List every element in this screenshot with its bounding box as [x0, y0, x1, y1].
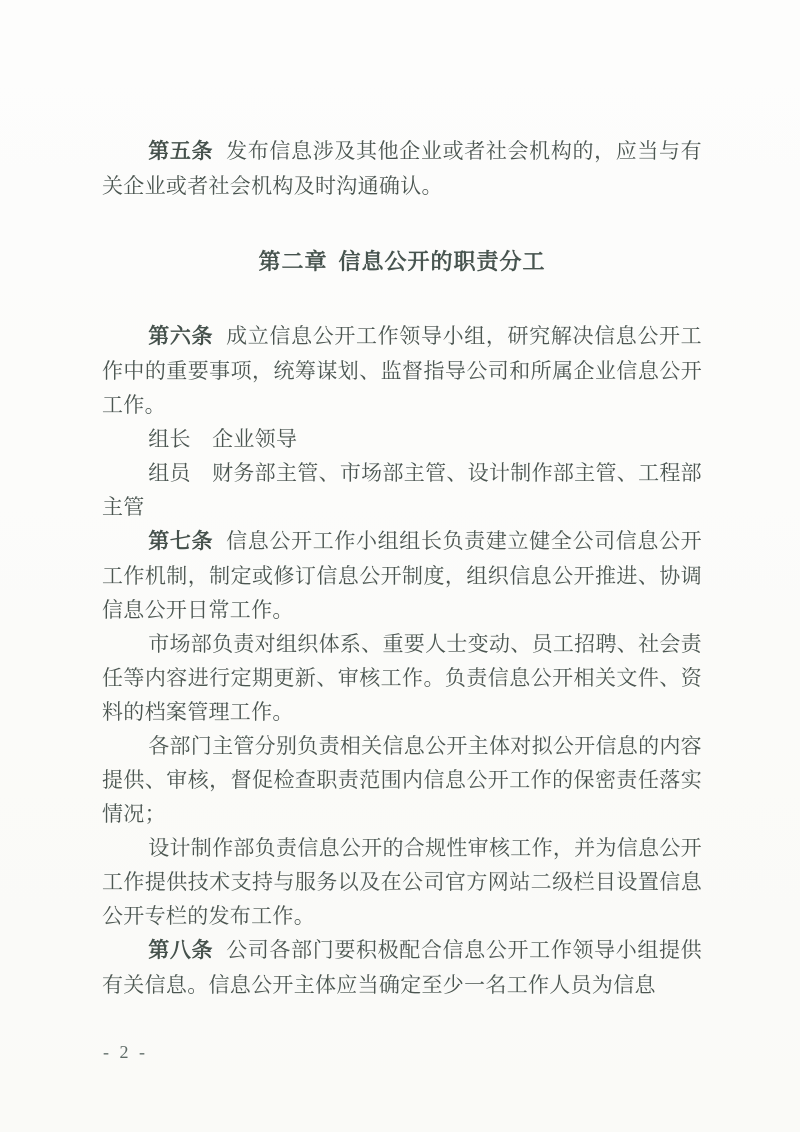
- paragraph: [102, 319, 702, 422]
- article-label: 第六条: [148, 325, 214, 348]
- article-label: 第七条: [148, 530, 214, 553]
- paragraph-text: 市场部负责对组织体系、重要人士变动、员工招聘、社会责任等内容进行定期更新、审核工作。负责信息公开相关文件、资料的档案管理工作。: [102, 632, 702, 724]
- paragraph-text: 组长 企业领导: [148, 427, 298, 451]
- page-number: - 2 -: [103, 1042, 148, 1062]
- paragraph-text: 公司各部门要积极配合信息公开工作领导小组提供有关信息。信息公开主体应当确定至少一名工作人员为信息: [102, 938, 702, 997]
- paragraph: [102, 831, 702, 933]
- paragraph-text: 设计制作部负责信息公开的合规性审核工作，并为信息公开工作提供技术支持与服务以及在公司官方网站二级栏目设置信息公开专栏的发布工作。: [102, 836, 702, 928]
- paragraph-text: 信息公开工作小组组长负责建立健全公司信息公开工作机制，制定或修订信息公开制度，组织信息公开推进、协调信息公开日常工作。: [102, 529, 702, 622]
- chapter-label: 第二章: [258, 249, 328, 274]
- document-body: [102, 134, 702, 1002]
- paragraph-text: 成立信息公开工作领导小组，研究解决信息公开工作中的重要事项，统筹谋划、监督指导公司和所属企业信息公开工作。: [102, 324, 702, 417]
- paragraph: [102, 627, 702, 729]
- article-label: 第五条: [148, 140, 214, 163]
- paragraph: [102, 729, 702, 831]
- article-label: 第八条: [148, 939, 214, 962]
- paragraph-text: 组员 财务部主管、市场部主管、设计制作部主管、工程部主管: [102, 461, 702, 519]
- paragraph-text: 信息公开的职责分工: [338, 249, 546, 274]
- paragraph-text: 发布信息涉及其他企业或者社会机构的，应当与有关企业或者社会机构及时沟通确认。: [102, 139, 702, 198]
- paragraph: [102, 456, 702, 524]
- chapter-heading: [102, 245, 702, 279]
- paragraph: [102, 134, 702, 203]
- paragraph: [102, 933, 702, 1002]
- paragraph: [102, 524, 702, 627]
- paragraph-text: 各部门主管分别负责相关信息公开主体对拟公开信息的内容提供、审核，督促检查职责范围内信息公开工作的保密责任落实情况；: [102, 734, 702, 826]
- paragraph: [102, 422, 702, 456]
